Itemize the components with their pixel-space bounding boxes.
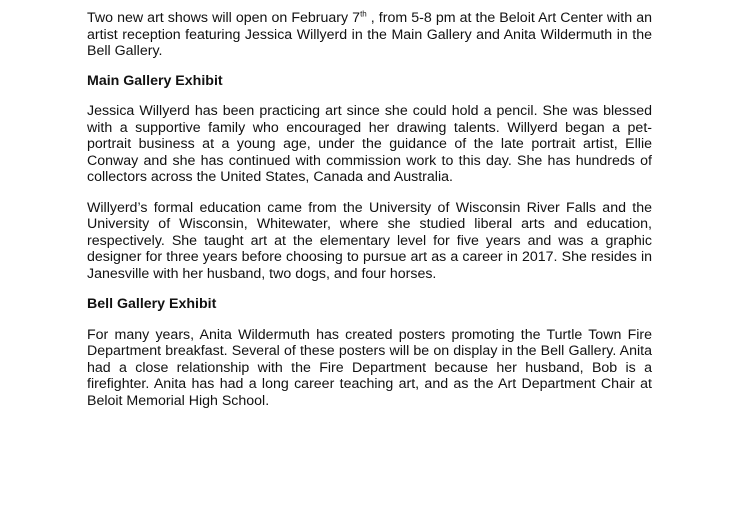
bell-gallery-heading: Bell Gallery Exhibit <box>87 296 217 312</box>
bell-gallery-paragraph-1: For many years, Anita Wildermuth has created posters promoting the Turtle Town Fire Department breakfast. Several of these posters will be on display in the Bell Gallery. Anita had a close relationship with the Fire Department because her husband, Bob is a firefighter. Anita has had a long career teaching art, and as the Art Department Chair at Beloit Memorial High School. <box>87 326 652 409</box>
main-gallery-paragraph-1: Jessica Willyerd has been practicing art since she could hold a pencil. She was blessed with a supportive family who encouraged her drawing talents. Willyerd began a pet-portrait business at a young age, under the guidance of the late portrait artist, Ellie Conway and she has continued with commission work to this day. She has hundreds of collectors across the United States, Canada and Australia. <box>87 103 652 185</box>
intro-paragraph <box>87 10 652 60</box>
main-gallery-heading: Main Gallery Exhibit <box>87 72 223 89</box>
intro-text-end: , from 5-8 pm at the Beloit Art Center with an artist reception featuring Jessica Willyerd in the Main Gallery and Anita Wildermuth in the Bell Gallery. <box>87 10 652 59</box>
intro-text-start: Two new art shows will open on February 7 <box>87 10 361 26</box>
document-page <box>87 10 652 409</box>
date-ordinal-suffix: th <box>360 9 367 19</box>
main-gallery-paragraph-2: Willyerd’s formal education came from the University of Wisconsin River Falls and the University of Wisconsin, Whitewater, where she studied liberal arts and education, respectively. She taught art at the elementary level for five years and was a graphic designer for three years before choosing to pursue art as a career in 2017. She resides in Janesville with her husband, two dogs, and four horses. <box>87 199 652 282</box>
